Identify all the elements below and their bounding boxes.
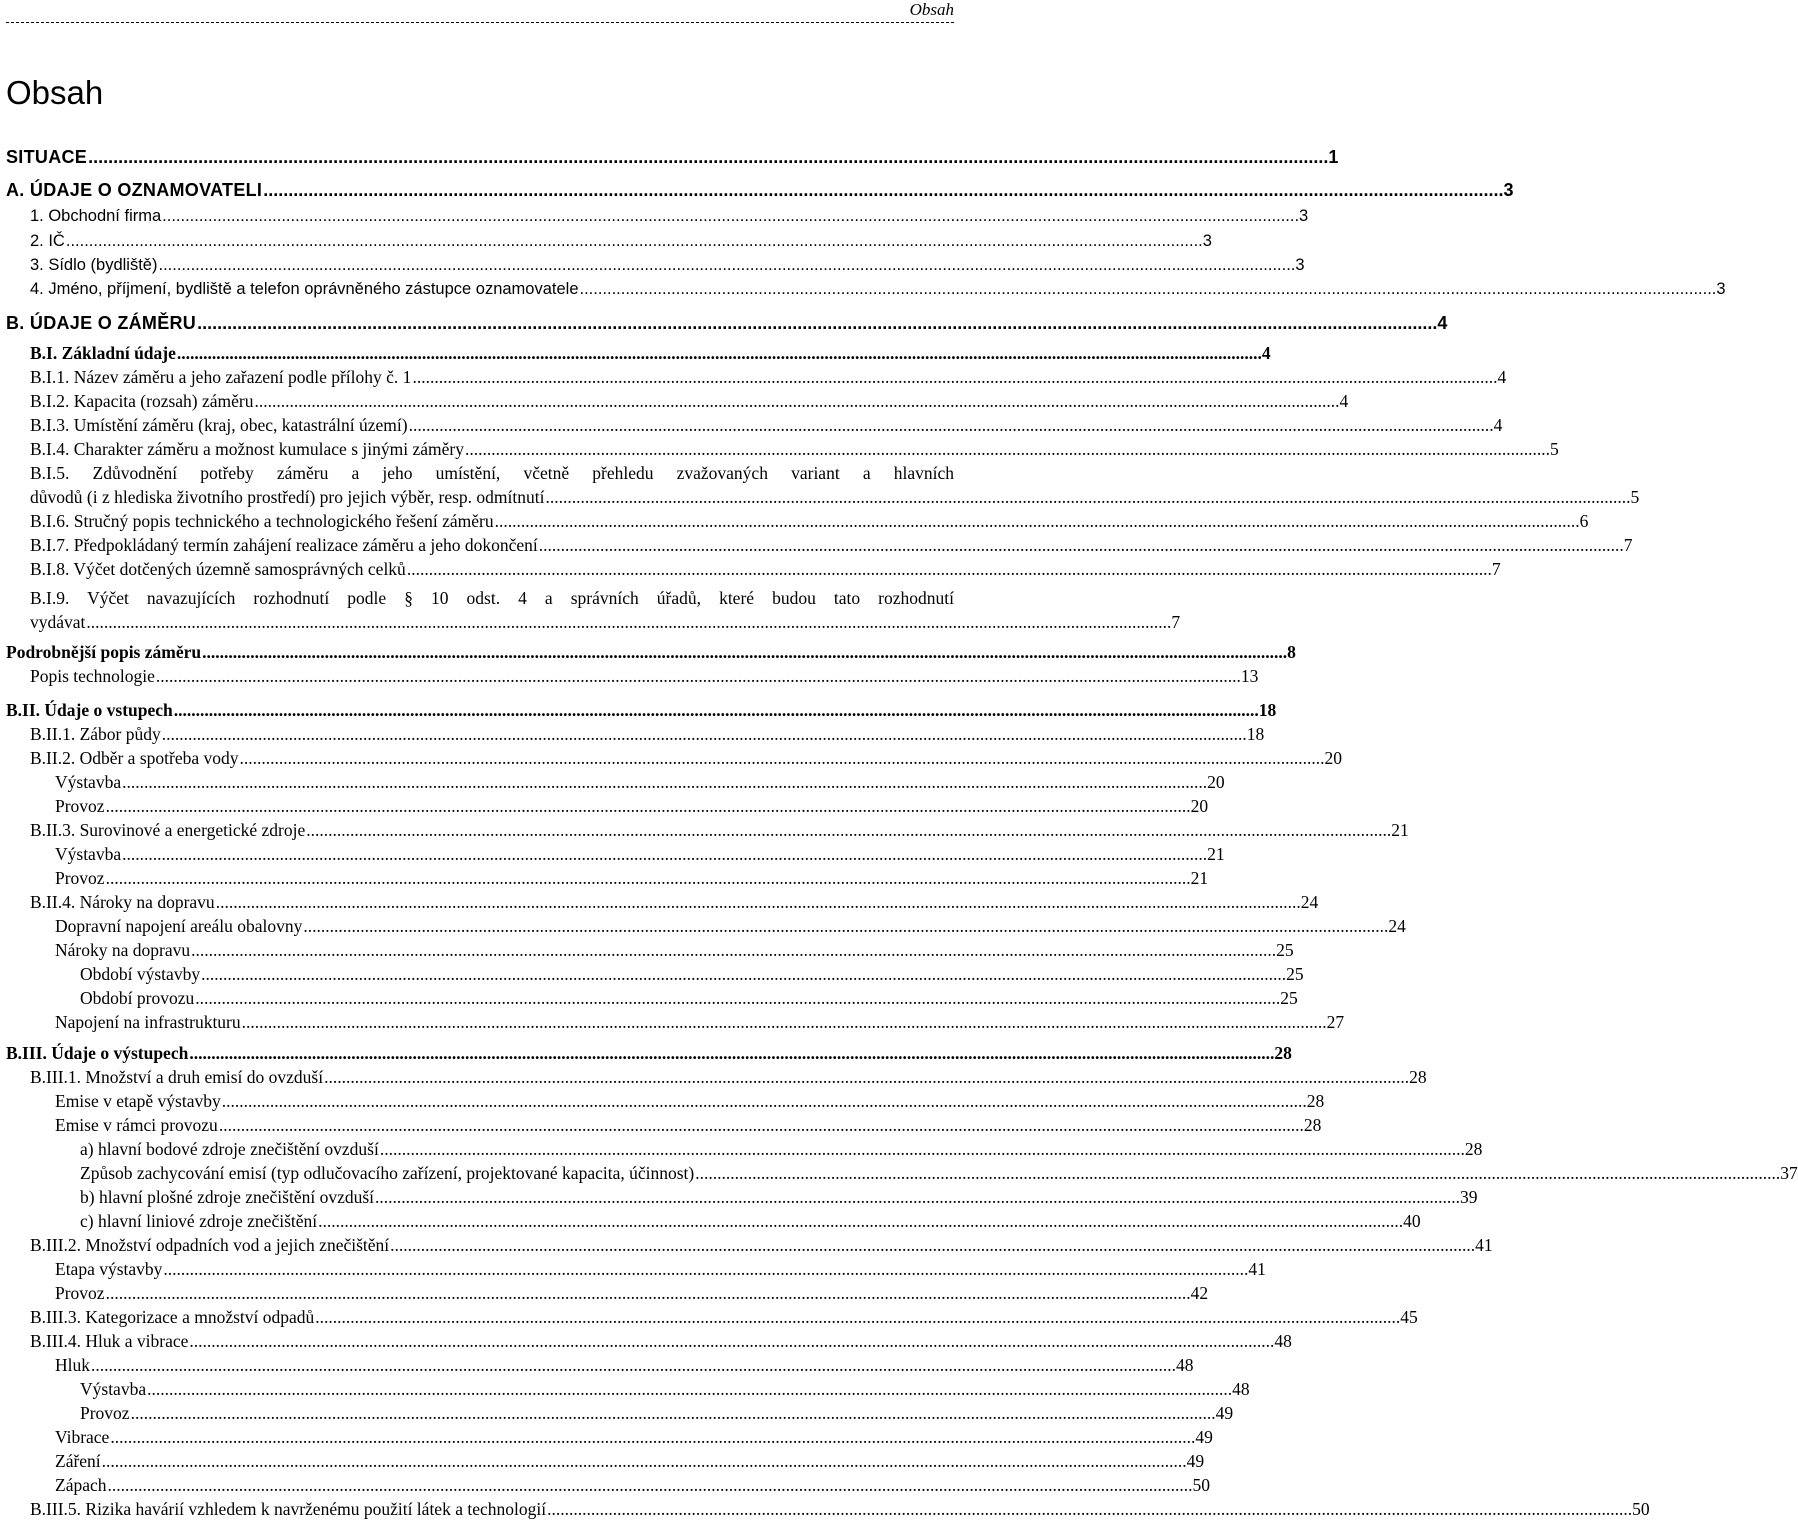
toc-entry[interactable]: [0, 1008, 1345, 1032]
toc-page-number: 21: [1391, 820, 1409, 840]
toc-page-number: 37: [1780, 1163, 1798, 1183]
toc-entry-label: vydávat: [30, 612, 86, 632]
toc-page-number: 8: [1287, 642, 1296, 662]
toc-dot-leader: [221, 1091, 1307, 1111]
toc-entry-label: Období provozu: [80, 988, 195, 1008]
toc-dot-leader: [161, 724, 1247, 744]
toc-entry[interactable]: [0, 1231, 1493, 1255]
toc-dot-leader: [65, 231, 1203, 251]
toc-entry[interactable]: [0, 202, 1309, 226]
toc-entry-label: B.I.4. Charakter záměru a možnost kumulace s jinými záměry: [30, 439, 464, 459]
toc-entry[interactable]: [0, 864, 1209, 888]
toc-page-number: 28: [1306, 1091, 1325, 1111]
toc-entry[interactable]: [0, 555, 1501, 579]
running-header: Obsah: [909, 0, 954, 19]
toc-entry[interactable]: [0, 1399, 1234, 1423]
toc-page-number: 18: [1246, 724, 1265, 744]
toc-entry[interactable]: [0, 768, 1225, 792]
toc-entry-label: B.I. Základní údaje: [30, 343, 176, 363]
toc-dot-leader: [305, 820, 1391, 840]
toc-entry[interactable]: [0, 1255, 1266, 1279]
toc-entry[interactable]: [0, 1111, 1322, 1135]
toc-entry-label: Provoz: [55, 868, 105, 888]
header-divider: [6, 22, 954, 23]
toc-page-number: 49: [1215, 1403, 1234, 1423]
toc-entry[interactable]: [0, 840, 1225, 864]
toc-page-number: 48: [1274, 1331, 1292, 1351]
toc-page-number: 48: [1176, 1355, 1194, 1375]
toc-entry[interactable]: [0, 463, 1640, 507]
toc-entry[interactable]: [0, 176, 1514, 200]
toc-entry-label: B.I.3. Umístění záměru (kraj, obec, katastrální území): [30, 415, 408, 435]
toc-entry-label: B.III.1. Množství a druh emisí do ovzduší: [30, 1067, 324, 1087]
toc-dot-leader: [302, 916, 1388, 936]
toc-dot-leader: [121, 844, 1207, 864]
toc-entry-label: Zápach: [55, 1475, 107, 1495]
toc-entry[interactable]: [0, 888, 1319, 912]
toc-page-number: 20: [1324, 748, 1342, 768]
toc-page-number: 5: [1630, 487, 1640, 507]
toc-page-number: 3: [1299, 207, 1309, 225]
toc-entry-label: B.III.3. Kategorizace a množství odpadů: [30, 1307, 315, 1327]
toc-entry-label: Záření: [55, 1451, 101, 1471]
toc-entry-label: B. ÚDAJE O ZÁMĚRU: [6, 313, 197, 333]
toc-dot-leader: [157, 255, 1295, 275]
toc-dot-leader: [90, 1355, 1176, 1375]
toc-entry[interactable]: [0, 1279, 1209, 1303]
toc-entry-label: 3. Sídlo (bydliště): [30, 256, 158, 274]
toc-entry-label: B.II. Údaje o vstupech: [6, 700, 173, 720]
toc-page-number: 39: [1460, 1187, 1478, 1207]
toc-dot-leader: [188, 1043, 1274, 1063]
toc-entry[interactable]: [0, 275, 1726, 299]
toc-page-number: 28: [1464, 1139, 1483, 1159]
toc-page-number: 48: [1232, 1379, 1250, 1399]
toc-page-number: 25: [1286, 964, 1304, 984]
toc-entry[interactable]: [0, 1447, 1205, 1471]
toc-dot-leader: [105, 1283, 1191, 1303]
toc-dot-leader: [162, 1259, 1248, 1279]
toc-entry-label: Hluk: [55, 1355, 90, 1375]
toc-dot-leader: [200, 964, 1286, 984]
toc-entry[interactable]: [0, 1375, 1250, 1399]
toc-dot-leader: [314, 1307, 1400, 1327]
toc-dot-leader: [188, 1331, 1274, 1351]
toc-dot-leader: [317, 1211, 1403, 1231]
toc-entry-label: B.I.6. Stručný popis technického a technologického řešení záměru: [30, 511, 494, 531]
toc-entry-label: B.III.5. Rizika havárií vzhledem k navrženému použití látek a technologií: [30, 1499, 547, 1519]
toc-page-number: 28: [1303, 1115, 1322, 1135]
toc-entry-label: B.II.3. Surovinové a energetické zdroje: [30, 820, 306, 840]
toc-page-number: 45: [1400, 1307, 1418, 1327]
toc-page-number: 18: [1258, 700, 1277, 720]
toc-entry-label: Nároky na dopravu: [55, 940, 191, 960]
toc-dot-leader: [254, 391, 1340, 411]
toc-page-number: 4: [1339, 391, 1349, 411]
toc-entry[interactable]: [0, 1423, 1213, 1447]
toc-dot-leader: [190, 940, 1276, 960]
toc-page-number: 21: [1190, 868, 1209, 888]
toc-entry[interactable]: [0, 720, 1265, 744]
toc-dot-leader: [406, 559, 1492, 579]
toc-entry[interactable]: [0, 1159, 1798, 1183]
toc-entry[interactable]: [0, 638, 1296, 662]
toc-dot-leader: [546, 1499, 1632, 1519]
toc-page-number: 4: [1493, 415, 1503, 435]
toc-entry-label: Podrobnější popis záměru: [6, 642, 202, 662]
toc-page-number: 41: [1248, 1259, 1266, 1279]
toc-entry[interactable]: [0, 960, 1304, 984]
toc-entry-label: důvodů (i z hlediska životního prostředí) pro jejich výběr, resp. odmítnutí: [30, 487, 545, 507]
toc-page-number: 7: [1171, 612, 1181, 632]
toc-entry-label: a) hlavní bodové zdroje znečištění ovzduší: [80, 1139, 379, 1159]
toc-dot-leader: [107, 1475, 1193, 1495]
toc-dot-leader: [579, 279, 1717, 299]
toc-entry[interactable]: [0, 531, 1633, 555]
toc-dot-leader: [196, 313, 1437, 333]
toc-dot-leader: [105, 868, 1191, 888]
toc-entry[interactable]: [0, 143, 1339, 167]
toc-entry[interactable]: [0, 251, 1305, 275]
toc-dot-leader: [544, 487, 1630, 507]
toc-entry[interactable]: [0, 1039, 1292, 1063]
toc-dot-leader: [323, 1067, 1409, 1087]
toc-dot-leader: [155, 666, 1241, 686]
toc-page-number: 20: [1207, 772, 1225, 792]
toc-entry[interactable]: [0, 696, 1277, 720]
toc-page-number: 49: [1186, 1451, 1205, 1471]
toc-page-number: 50: [1192, 1475, 1210, 1495]
toc-entry[interactable]: [0, 1207, 1421, 1231]
toc-dot-leader: [161, 206, 1299, 226]
toc-entry-label: 1. Obchodní firma: [30, 207, 162, 225]
toc-dot-leader: [87, 147, 1328, 167]
toc-entry[interactable]: [0, 411, 1503, 435]
toc-page-number: 4: [1437, 313, 1448, 333]
toc-dot-leader: [105, 796, 1191, 816]
toc-page-number: 20: [1190, 796, 1209, 816]
toc-entry[interactable]: [0, 1471, 1210, 1495]
toc-page-number: 27: [1326, 1012, 1345, 1032]
toc-page-number: 3: [1202, 232, 1212, 250]
toc-entry[interactable]: [0, 1063, 1427, 1087]
toc-entry-label: B.III.4. Hluk a vibrace: [30, 1331, 189, 1351]
toc-page-number: 21: [1207, 844, 1225, 864]
toc-dot-leader: [130, 1403, 1216, 1423]
toc-entry[interactable]: [0, 339, 1271, 363]
toc-page-number: 3: [1716, 280, 1726, 298]
toc-entry[interactable]: [0, 1183, 1478, 1207]
toc-entry[interactable]: [0, 912, 1406, 936]
toc-dot-leader: [694, 1163, 1780, 1183]
toc-entry-label: Provoz: [80, 1403, 130, 1423]
toc-dot-leader: [239, 748, 1325, 768]
toc-entry-label: B.I.1. Název záměru a jeho zařazení podle přílohy č. 1: [30, 367, 412, 387]
toc-page-number: 1: [1328, 147, 1339, 167]
toc-page-number: 3: [1503, 180, 1514, 200]
toc-entry-label: c) hlavní liniové zdroje znečištění: [80, 1211, 318, 1231]
toc-dot-leader: [85, 612, 1171, 632]
toc-dot-leader: [121, 772, 1207, 792]
toc-page-number: 42: [1190, 1283, 1209, 1303]
toc-page-number: 6: [1579, 511, 1589, 531]
toc-dot-leader: [101, 1451, 1187, 1471]
toc-entry-label: B.II.2. Odběr a spotřeba vody: [30, 748, 239, 768]
toc-entry[interactable]: [0, 309, 1448, 333]
toc-entry[interactable]: [0, 662, 1259, 686]
toc-entry-label: Emise v rámci provozu: [55, 1115, 218, 1135]
toc-dot-leader: [538, 535, 1624, 555]
toc-entry-label: Výstavba: [55, 844, 122, 864]
toc-dot-leader: [389, 1235, 1475, 1255]
toc-dot-leader: [201, 642, 1287, 662]
toc-entry-label: Etapa výstavby: [55, 1259, 163, 1279]
toc-dot-leader: [194, 988, 1280, 1008]
toc-entry-label: SITUACE: [6, 147, 88, 167]
toc-page-number: 4: [1497, 367, 1507, 387]
toc-entry-label: B.II.4. Nároky na dopravu: [30, 892, 215, 912]
toc-entry-label: B.III.2. Množství odpadních vod a jejich znečištění: [30, 1235, 390, 1255]
toc-dot-leader: [374, 1187, 1460, 1207]
toc-page-number: 25: [1276, 940, 1294, 960]
toc-page-number: 13: [1240, 666, 1259, 686]
toc-entry-label: Provoz: [55, 1283, 105, 1303]
toc-entry-label: B.I.8. Výčet dotčených územně samosprávných celků: [30, 559, 406, 579]
toc-page-number: 28: [1409, 1067, 1427, 1087]
toc-entry-label: Výstavba: [55, 772, 122, 792]
toc-page-number: 24: [1300, 892, 1319, 912]
toc-entry[interactable]: [0, 816, 1409, 840]
toc-entry-label: Dopravní napojení areálu obalovny: [55, 916, 303, 936]
toc-page-number: 7: [1491, 559, 1501, 579]
toc-entry[interactable]: [0, 588, 1181, 632]
toc-entry-label: b) hlavní plošné zdroje znečištění ovzduší: [80, 1187, 375, 1207]
toc-entry[interactable]: [0, 984, 1298, 1008]
toc-entry-label: Provoz: [55, 796, 105, 816]
toc-dot-leader: [173, 700, 1259, 720]
toc-entry-label: B.II.1. Zábor půdy: [30, 724, 161, 744]
toc-label-line: B.I.5. Zdůvodnění potřeby záměru a jeho umístění, včetně přehledu zvažovaných variant a hlavních: [30, 463, 954, 483]
toc-dot-leader: [176, 343, 1262, 363]
toc-entry-label: Způsob zachycování emisí (typ odlučovacího zařízení, projektované kapacita, účinnost): [80, 1163, 695, 1183]
toc-entry[interactable]: [0, 936, 1294, 960]
toc-entry[interactable]: [0, 227, 1212, 251]
toc-dot-leader: [218, 1115, 1304, 1135]
toc-entry[interactable]: [0, 1351, 1194, 1375]
toc-dot-leader: [109, 1427, 1195, 1447]
toc-entry[interactable]: [0, 363, 1507, 387]
toc-page-number: 41: [1475, 1235, 1493, 1255]
toc-dot-leader: [411, 367, 1497, 387]
toc-dot-leader: [215, 892, 1301, 912]
toc-entry-label: B.I.7. Předpokládaný termín zahájení realizace záměru a jeho dokončení: [30, 535, 538, 555]
toc-page-number: 4: [1261, 343, 1271, 363]
toc-entry[interactable]: [0, 744, 1342, 768]
toc-entry[interactable]: [0, 1327, 1292, 1351]
toc-page-number: 40: [1403, 1211, 1421, 1231]
page-title: Obsah: [6, 74, 104, 111]
toc-page-number: 50: [1632, 1499, 1650, 1519]
toc-dot-leader: [379, 1139, 1465, 1159]
toc-entry[interactable]: [0, 387, 1349, 411]
toc-entry[interactable]: [0, 1495, 1650, 1519]
toc-dot-leader: [464, 439, 1550, 459]
toc-entry[interactable]: [0, 1087, 1325, 1111]
toc-entry[interactable]: [0, 435, 1559, 459]
toc-page-number: 25: [1280, 988, 1298, 1008]
toc-label-line: B.I.9. Výčet navazujících rozhodnutí podle § 10 odst. 4 a správních úřadů, které budou tato rozhodnutí: [30, 588, 954, 608]
toc-dot-leader: [494, 511, 1580, 531]
toc-page-number: 24: [1388, 916, 1406, 936]
toc-entry-label: Napojení na infrastrukturu: [55, 1012, 241, 1032]
toc-dot-leader: [408, 415, 1494, 435]
toc-entry-label: Popis technologie: [30, 666, 155, 686]
toc-entry-label: Výstavba: [80, 1379, 147, 1399]
toc-entry-label: Období výstavby: [80, 964, 201, 984]
toc-page-number: 3: [1295, 256, 1305, 274]
toc-page-number: 28: [1274, 1043, 1292, 1063]
toc-entry-label: 4. Jméno, příjmení, bydliště a telefon oprávněného zástupce oznamovatele: [30, 280, 579, 298]
toc-entry-label: 2. IČ: [30, 232, 65, 250]
toc-entry[interactable]: [0, 507, 1589, 531]
toc-page-number: 49: [1195, 1427, 1213, 1447]
toc-entry[interactable]: [0, 1303, 1418, 1327]
toc-entry[interactable]: [0, 792, 1209, 816]
toc-entry-label: B.III. Údaje o výstupech: [6, 1043, 189, 1063]
toc-entry-label: A. ÚDAJE O OZNAMOVATELI: [6, 180, 263, 200]
toc-entry-label: Emise v etapě výstavby: [55, 1091, 221, 1111]
toc-page-number: 7: [1623, 535, 1633, 555]
toc-dot-leader: [241, 1012, 1327, 1032]
toc-entry[interactable]: [0, 1135, 1483, 1159]
toc-entry-label: B.I.2. Kapacita (rozsah) záměru: [30, 391, 254, 411]
toc-page-number: 5: [1549, 439, 1559, 459]
toc-dot-leader: [262, 180, 1503, 200]
toc-dot-leader: [146, 1379, 1232, 1399]
toc-entry-label: Vibrace: [55, 1427, 110, 1447]
